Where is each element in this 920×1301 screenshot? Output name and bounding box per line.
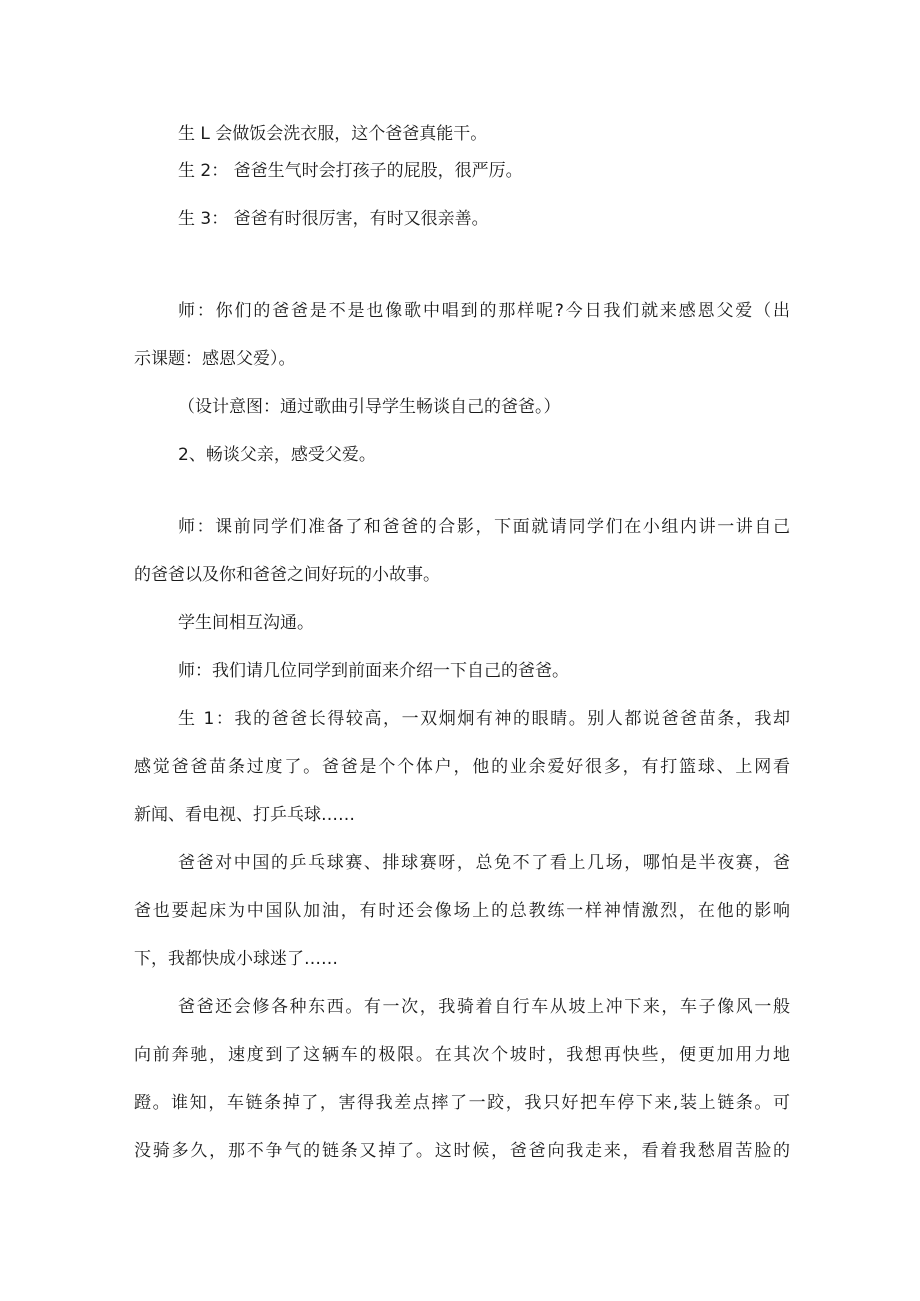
text-line-1: 生 L 会做饭会洗衣服，这个爸爸真能干。 [178, 124, 488, 144]
text-line-15: 爸爸对中国的乒乓球赛、排球赛呀，总免不了看上几场，哪怕是半夜赛，爸 [178, 853, 790, 873]
text-line-2: 生 2： 爸爸生气时会打孩子的屁股，很严厉。 [178, 161, 523, 181]
text-line-16: 爸也要起床为中国队加油，有时还会像场上的总教练一样神情激烈，在他的影响 [134, 901, 790, 921]
text-line-14: 新闻、看电视、打乒乓球…… [134, 805, 355, 825]
text-line-7: 2、畅谈父亲，感受父爱。 [178, 445, 376, 465]
text-line-21: 没骑多久，那不争气的链条又掉了。这时候，爸爸向我走来，看着我愁眉苦脸的 [134, 1141, 790, 1161]
text-line-18: 爸爸还会修各种东西。有一次，我骑着自行车从坡上冲下来，车子像风一般 [178, 997, 790, 1017]
text-line-10: 学生间相互沟通。 [178, 613, 314, 633]
text-line-19: 向前奔驰，速度到了这辆车的极限。在其次个坡时，我想再快些，便更加用力地 [134, 1045, 790, 1065]
text-line-6: （设计意图：通过歌曲引导学生畅谈自己的爸爸。） [178, 397, 561, 417]
text-line-12: 生 1：我的爸爸长得较高，一双炯炯有神的眼睛。别人都说爸爸苗条，我却 [178, 709, 790, 729]
text-line-11: 师：我们请几位同学到前面来介绍一下自己的爸爸。 [178, 661, 569, 681]
text-line-13: 感觉爸爸苗条过度了。爸爸是个个体户，他的业余爱好很多，有打篮球、上网看 [134, 757, 790, 777]
text-line-8: 师：课前同学们准备了和爸爸的合影，下面就请同学们在小组内讲一讲自己 [178, 517, 790, 537]
text-line-17: 下，我都快成小球迷了…… [134, 949, 338, 969]
text-line-3: 生 3： 爸爸有时很厉害，有时又很亲善。 [178, 209, 489, 229]
text-line-9: 的爸爸以及你和爸爸之间好玩的小故事。 [134, 565, 440, 585]
text-line-20: 蹬。谁知，车链条掉了，害得我差点摔了一跤，我只好把车停下来,装上链条。可 [134, 1093, 790, 1113]
text-line-4: 师：你们的爸爸是不是也像歌中唱到的那样呢?今日我们就来感恩父爱（出 [178, 301, 790, 321]
text-line-5: 示课题：感恩父爱）。 [134, 349, 296, 369]
